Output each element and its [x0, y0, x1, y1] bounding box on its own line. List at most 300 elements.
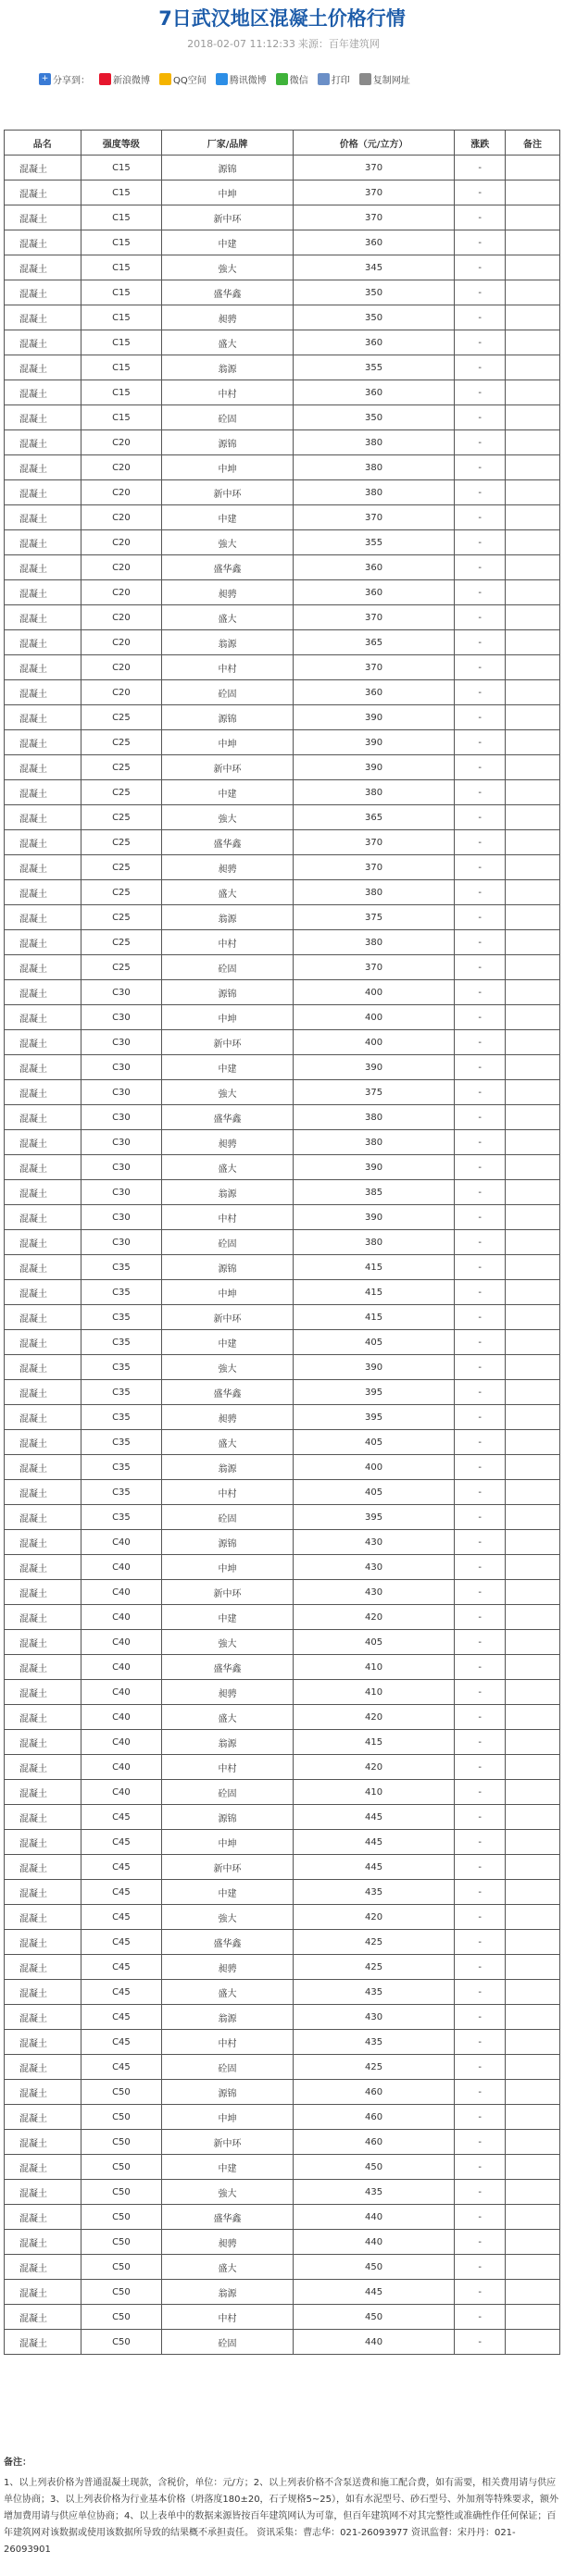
cell-name: 混凝土	[5, 680, 81, 705]
table-row	[5, 1980, 560, 2005]
cell-name: 混凝土	[5, 1055, 81, 1080]
cell-name: 混凝土	[5, 380, 81, 405]
cell-name: 混凝土	[5, 1405, 81, 1430]
table-row	[5, 405, 560, 430]
cell-remark	[506, 1730, 560, 1755]
share-copy-link-button[interactable]	[359, 72, 410, 86]
cell-grade: C25	[81, 905, 162, 930]
cell-remark	[506, 1330, 560, 1355]
share-lead-label: 分享到：	[53, 75, 90, 86]
cell-name: 混凝土	[5, 955, 81, 980]
cell-remark	[506, 1855, 560, 1880]
cell-name: 混凝土	[5, 1930, 81, 1955]
cell-change: -	[455, 156, 506, 180]
table-row	[5, 755, 560, 780]
cell-remark	[506, 156, 560, 180]
cell-grade: C45	[81, 2005, 162, 2030]
cell-name: 混凝土	[5, 1080, 81, 1105]
table-row	[5, 505, 560, 530]
cell-change: -	[455, 1455, 506, 1480]
table-row	[5, 1005, 560, 1030]
table-row	[5, 1730, 560, 1755]
cell-change: -	[455, 530, 506, 555]
share-tencent-weibo-button[interactable]	[216, 72, 267, 86]
cell-change: -	[455, 1230, 506, 1255]
cell-price: 410	[293, 1780, 455, 1805]
cell-grade: C30	[81, 1230, 162, 1255]
cell-name: 混凝土	[5, 180, 81, 205]
table-row	[5, 2205, 560, 2230]
cell-remark	[506, 430, 560, 455]
table-row	[5, 1405, 560, 1430]
cell-brand: 中建	[162, 780, 293, 805]
cell-brand: 源锦	[162, 2080, 293, 2105]
cell-remark	[506, 1905, 560, 1930]
cell-price: 380	[293, 1230, 455, 1255]
cell-name: 混凝土	[5, 255, 81, 280]
cell-name: 混凝土	[5, 1780, 81, 1805]
cell-name: 混凝土	[5, 730, 81, 755]
cell-price: 380	[293, 1130, 455, 1155]
notes-title: 备注：	[4, 2458, 31, 2468]
cell-change: -	[455, 2230, 506, 2255]
cell-remark	[506, 980, 560, 1005]
cell-grade: C50	[81, 2130, 162, 2155]
cell-change: -	[455, 2205, 506, 2230]
notes-section	[4, 2455, 559, 2558]
cell-remark	[506, 1655, 560, 1680]
table-row	[5, 1530, 560, 1555]
table-row	[5, 1180, 560, 1205]
cell-change: -	[455, 355, 506, 380]
cell-change: -	[455, 2005, 506, 2030]
cell-price: 450	[293, 2305, 455, 2330]
source-label: 来源：	[297, 38, 329, 50]
cell-price: 460	[293, 2080, 455, 2105]
cell-brand: 中坤	[162, 1830, 293, 1855]
cell-change: -	[455, 1780, 506, 1805]
cell-remark	[506, 930, 560, 955]
cell-grade: C25	[81, 705, 162, 730]
cell-change: -	[455, 880, 506, 905]
cell-grade: C45	[81, 2055, 162, 2080]
cell-change: -	[455, 2080, 506, 2105]
cell-remark	[506, 1455, 560, 1480]
cell-remark	[506, 555, 560, 580]
cell-brand: 昶骋	[162, 1680, 293, 1705]
cell-brand: 盛华鑫	[162, 1380, 293, 1405]
cell-grade: C30	[81, 1180, 162, 1205]
cell-price: 395	[293, 1405, 455, 1430]
cell-change: -	[455, 655, 506, 680]
cell-price: 405	[293, 1480, 455, 1505]
table-row	[5, 1505, 560, 1530]
cell-brand: 中坤	[162, 180, 293, 205]
table-row	[5, 1380, 560, 1405]
cell-price: 370	[293, 855, 455, 880]
cell-brand: 新中环	[162, 1030, 293, 1055]
cell-brand: 新中环	[162, 1855, 293, 1880]
table-row	[5, 1580, 560, 1605]
source-name: 百年建筑网	[328, 38, 380, 50]
cell-grade: C45	[81, 1855, 162, 1880]
cell-name: 混凝土	[5, 1005, 81, 1030]
cell-name: 混凝土	[5, 1855, 81, 1880]
cell-remark	[506, 1630, 560, 1655]
cell-name: 混凝土	[5, 2155, 81, 2180]
col-header-change: 涨跌	[455, 131, 506, 156]
cell-change: -	[455, 830, 506, 855]
cell-price: 450	[293, 2155, 455, 2180]
table-row	[5, 305, 560, 330]
cell-brand: 砼固	[162, 2055, 293, 2080]
cell-remark	[506, 1980, 560, 2005]
cell-name: 混凝土	[5, 1180, 81, 1205]
cell-price: 415	[293, 1280, 455, 1305]
table-row	[5, 2305, 560, 2330]
table-row	[5, 605, 560, 630]
cell-grade: C45	[81, 1880, 162, 1905]
cell-brand: 昶骋	[162, 1130, 293, 1155]
cell-price: 360	[293, 680, 455, 705]
cell-remark	[506, 1530, 560, 1555]
cell-grade: C15	[81, 305, 162, 330]
cell-brand: 新中环	[162, 480, 293, 505]
share-weibo-button[interactable]	[99, 72, 150, 86]
table-row	[5, 705, 560, 730]
table-row	[5, 2105, 560, 2130]
cell-brand: 砼固	[162, 1780, 293, 1805]
cell-remark	[506, 1755, 560, 1780]
cell-brand: 中建	[162, 505, 293, 530]
cell-change: -	[455, 1805, 506, 1830]
cell-change: -	[455, 1405, 506, 1430]
col-header-name: 品名	[5, 131, 81, 156]
cell-remark	[506, 830, 560, 855]
cell-brand: 砼固	[162, 1505, 293, 1530]
cell-change: -	[455, 630, 506, 655]
table-row	[5, 1680, 560, 1705]
cell-change: -	[455, 255, 506, 280]
cell-brand: 盛华鑫	[162, 1655, 293, 1680]
cell-remark	[506, 2230, 560, 2255]
table-row	[5, 655, 560, 680]
cell-name: 混凝土	[5, 1155, 81, 1180]
cell-change: -	[455, 1205, 506, 1230]
cell-brand: 盛大	[162, 605, 293, 630]
cell-remark	[506, 605, 560, 630]
cell-brand: 源锦	[162, 1805, 293, 1830]
cell-name: 混凝土	[5, 1880, 81, 1905]
cell-grade: C35	[81, 1330, 162, 1355]
cell-change: -	[455, 1355, 506, 1380]
cell-price: 370	[293, 655, 455, 680]
share-qzone-button[interactable]	[159, 72, 207, 86]
cell-remark	[506, 1605, 560, 1630]
cell-price: 390	[293, 1055, 455, 1080]
table-row	[5, 905, 560, 930]
cell-grade: C40	[81, 1730, 162, 1755]
table-row	[5, 1080, 560, 1105]
table-row	[5, 2230, 560, 2255]
cell-price: 385	[293, 1180, 455, 1205]
cell-remark	[506, 905, 560, 930]
cell-grade: C35	[81, 1380, 162, 1405]
cell-remark	[506, 2180, 560, 2205]
table-row	[5, 1480, 560, 1505]
cell-brand: 新中环	[162, 1580, 293, 1605]
cell-change: -	[455, 1280, 506, 1305]
cell-brand: 翁源	[162, 905, 293, 930]
cell-price: 355	[293, 530, 455, 555]
cell-remark	[506, 405, 560, 430]
cell-name: 混凝土	[5, 2055, 81, 2080]
cell-brand: 新中环	[162, 755, 293, 780]
cell-price: 380	[293, 455, 455, 480]
cell-change: -	[455, 505, 506, 530]
table-row	[5, 1155, 560, 1180]
cell-grade: C20	[81, 555, 162, 580]
cell-name: 混凝土	[5, 1655, 81, 1680]
cell-name: 混凝土	[5, 1580, 81, 1605]
cell-brand: 翁源	[162, 1455, 293, 1480]
table-row	[5, 1330, 560, 1355]
cell-change: -	[455, 955, 506, 980]
table-row	[5, 480, 560, 505]
cell-name: 混凝土	[5, 405, 81, 430]
cell-grade: C45	[81, 1930, 162, 1955]
cell-name: 混凝土	[5, 2130, 81, 2155]
cell-brand: 中坤	[162, 1555, 293, 1580]
cell-name: 混凝土	[5, 1455, 81, 1480]
cell-remark	[506, 705, 560, 730]
table-row	[5, 156, 560, 180]
cell-grade: C15	[81, 205, 162, 230]
cell-grade: C35	[81, 1405, 162, 1430]
cell-name: 混凝土	[5, 1230, 81, 1255]
cell-change: -	[455, 1855, 506, 1880]
share-lead[interactable]	[39, 72, 90, 86]
cell-grade: C15	[81, 330, 162, 355]
cell-brand: 中村	[162, 2030, 293, 2055]
cell-remark	[506, 1805, 560, 1830]
cell-remark	[506, 255, 560, 280]
cell-grade: C40	[81, 1705, 162, 1730]
cell-grade: C15	[81, 380, 162, 405]
cell-brand: 翁源	[162, 630, 293, 655]
cell-name: 混凝土	[5, 930, 81, 955]
share-icon: +	[39, 73, 51, 85]
cell-price: 435	[293, 1980, 455, 2005]
share-wechat-button[interactable]	[276, 72, 308, 86]
price-table	[4, 130, 560, 2355]
cell-price: 395	[293, 1380, 455, 1405]
table-row	[5, 2030, 560, 2055]
cell-remark	[506, 505, 560, 530]
cell-grade: C45	[81, 1805, 162, 1830]
cell-grade: C25	[81, 755, 162, 780]
cell-change: -	[455, 480, 506, 505]
table-row	[5, 1630, 560, 1655]
cell-grade: C20	[81, 430, 162, 455]
table-row	[5, 2255, 560, 2280]
notes-text: 1、以上列表价格为普通混凝土现款，含税价，单位：元/方；2、以上列表价格不含泵送费和施工配合费，如有需要，相关费用请与供应单位协商；3、以上列表价格为行业基本价格（坍落度180±20，石子规格5~25），如有水泥型号、砂石型号、外加剂等特殊要求，额外增加费用请与供应单位协商；4、以上表单中的数据来源皆按百年建筑网认为可靠，但百年建筑网不对其完整性或准确性作任何保证；百年建筑网对该数据或使用该数据所导致的结果概不承担责任。	[4, 2478, 559, 2538]
cell-brand: 中坤	[162, 730, 293, 755]
cell-change: -	[455, 2130, 506, 2155]
cell-price: 400	[293, 1030, 455, 1055]
cell-brand: 源锦	[162, 156, 293, 180]
cell-name: 混凝土	[5, 580, 81, 605]
cell-remark	[506, 1030, 560, 1055]
table-row	[5, 1655, 560, 1680]
cell-price: 445	[293, 1805, 455, 1830]
cell-brand: 盛大	[162, 330, 293, 355]
cell-remark	[506, 355, 560, 380]
table-row	[5, 880, 560, 905]
cell-change: -	[455, 280, 506, 305]
cell-grade: C50	[81, 2280, 162, 2305]
cell-price: 415	[293, 1305, 455, 1330]
cell-grade: C15	[81, 230, 162, 255]
cell-brand: 昶骋	[162, 2230, 293, 2255]
cell-change: -	[455, 455, 506, 480]
table-row	[5, 1830, 560, 1855]
cell-change: -	[455, 1755, 506, 1780]
cell-grade: C40	[81, 1580, 162, 1605]
cell-name: 混凝土	[5, 530, 81, 555]
cell-brand: 砼固	[162, 955, 293, 980]
cell-price: 410	[293, 1655, 455, 1680]
cell-grade: C40	[81, 1655, 162, 1680]
cell-change: -	[455, 2305, 506, 2330]
cell-grade: C35	[81, 1280, 162, 1305]
cell-change: -	[455, 180, 506, 205]
cell-remark	[506, 2105, 560, 2130]
cell-brand: 盛大	[162, 1155, 293, 1180]
cell-remark	[506, 855, 560, 880]
cell-price: 370	[293, 830, 455, 855]
cell-grade: C25	[81, 780, 162, 805]
cell-remark	[506, 1430, 560, 1455]
cell-brand: 盛华鑫	[162, 280, 293, 305]
cell-brand: 源锦	[162, 430, 293, 455]
table-row	[5, 1755, 560, 1780]
cell-name: 混凝土	[5, 855, 81, 880]
cell-brand: 昶骋	[162, 305, 293, 330]
cell-price: 400	[293, 1005, 455, 1030]
table-row	[5, 930, 560, 955]
cell-grade: C35	[81, 1430, 162, 1455]
cell-change: -	[455, 1530, 506, 1555]
cell-brand: 強大	[162, 805, 293, 830]
cell-remark	[506, 1055, 560, 1080]
cell-price: 360	[293, 580, 455, 605]
cell-name: 混凝土	[5, 1730, 81, 1755]
cell-price: 380	[293, 430, 455, 455]
table-row	[5, 1130, 560, 1155]
cell-change: -	[455, 430, 506, 455]
cell-price: 395	[293, 1505, 455, 1530]
table-row	[5, 1880, 560, 1905]
cell-grade: C50	[81, 2305, 162, 2330]
cell-brand: 盛华鑫	[162, 1105, 293, 1130]
cell-remark	[506, 1580, 560, 1605]
cell-brand: 強大	[162, 1355, 293, 1380]
cell-price: 420	[293, 1905, 455, 1930]
cell-brand: 中村	[162, 930, 293, 955]
cell-grade: C35	[81, 1255, 162, 1280]
cell-name: 混凝土	[5, 1255, 81, 1280]
cell-grade: C50	[81, 2080, 162, 2105]
cell-price: 370	[293, 205, 455, 230]
cell-change: -	[455, 2055, 506, 2080]
cell-brand: 中建	[162, 1055, 293, 1080]
cell-change: -	[455, 2030, 506, 2055]
cell-grade: C15	[81, 156, 162, 180]
share-label: 腾讯微博	[229, 75, 267, 86]
table-row	[5, 1930, 560, 1955]
table-row	[5, 2180, 560, 2205]
cell-brand: 源锦	[162, 705, 293, 730]
table-header-row	[5, 131, 560, 156]
cell-grade: C30	[81, 1130, 162, 1155]
cell-name: 混凝土	[5, 2030, 81, 2055]
cell-grade: C25	[81, 855, 162, 880]
cell-name: 混凝土	[5, 2080, 81, 2105]
cell-change: -	[455, 1430, 506, 1455]
cell-name: 混凝土	[5, 1630, 81, 1655]
cell-grade: C40	[81, 1530, 162, 1555]
share-print-button[interactable]	[318, 72, 350, 86]
cell-remark	[506, 1255, 560, 1280]
cell-name: 混凝土	[5, 2105, 81, 2130]
cell-remark	[506, 2030, 560, 2055]
cell-name: 混凝土	[5, 830, 81, 855]
cell-name: 混凝土	[5, 330, 81, 355]
cell-brand: 源锦	[162, 1255, 293, 1280]
cell-price: 390	[293, 755, 455, 780]
cell-remark	[506, 1680, 560, 1705]
share-label: QQ空间	[173, 75, 207, 86]
cell-price: 390	[293, 1155, 455, 1180]
cell-change: -	[455, 680, 506, 705]
cell-grade: C25	[81, 930, 162, 955]
cell-price: 370	[293, 955, 455, 980]
cell-name: 混凝土	[5, 1280, 81, 1305]
cell-name: 混凝土	[5, 1355, 81, 1380]
cell-price: 390	[293, 730, 455, 755]
table-row	[5, 1305, 560, 1330]
cell-grade: C30	[81, 1080, 162, 1105]
cell-grade: C30	[81, 980, 162, 1005]
cell-price: 460	[293, 2105, 455, 2130]
share-label: 微信	[289, 75, 308, 86]
cell-price: 425	[293, 1930, 455, 1955]
cell-name: 混凝土	[5, 605, 81, 630]
cell-remark	[506, 955, 560, 980]
cell-grade: C50	[81, 2205, 162, 2230]
cell-grade: C40	[81, 1780, 162, 1805]
cell-remark	[506, 1280, 560, 1305]
col-header-grade: 强度等级	[81, 131, 162, 156]
cell-remark	[506, 2280, 560, 2305]
cell-remark	[506, 2255, 560, 2280]
cell-name: 混凝土	[5, 2180, 81, 2205]
cell-brand: 盛大	[162, 880, 293, 905]
cell-price: 350	[293, 305, 455, 330]
cell-grade: C45	[81, 1905, 162, 1930]
cell-price: 400	[293, 980, 455, 1005]
